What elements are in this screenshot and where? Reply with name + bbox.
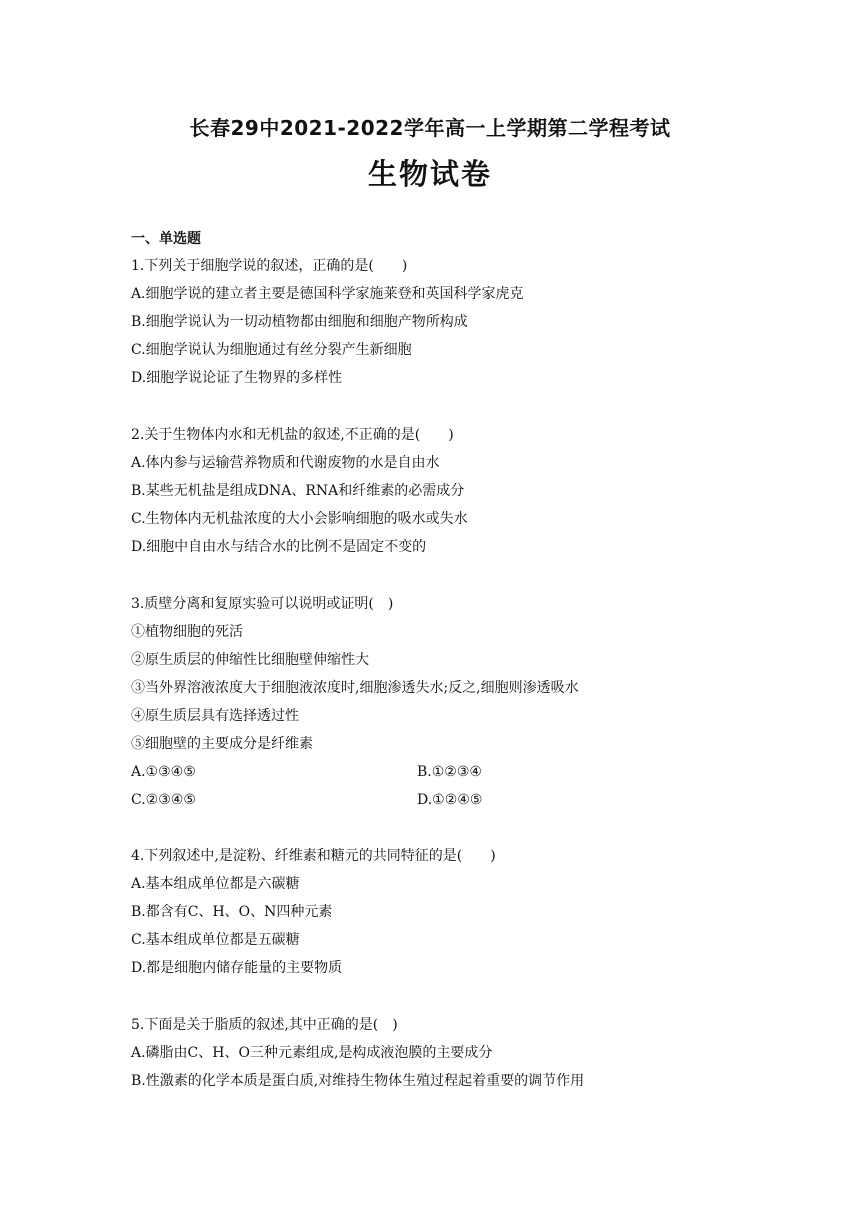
question-3-statement-3: ③当外界溶液浓度大于细胞液浓度时,细胞渗透失水;反之,细胞则渗透吸水 xyxy=(131,680,579,696)
question-5-option-a: A.磷脂由C、H、O三种元素组成,是构成液泡膜的主要成分 xyxy=(131,1045,493,1061)
question-1-option-d: D.细胞学说论证了生物界的多样性 xyxy=(131,370,343,386)
question-2-option-a: A.体内参与运输营养物质和代谢废物的水是自由水 xyxy=(131,455,440,471)
question-3-statement-4: ④原生质层具有选择透过性 xyxy=(131,708,299,724)
question-4-option-a: A.基本组成单位都是六碳糖 xyxy=(131,876,300,892)
exam-title: 长春29中2021-2022学年高一上学期第二学程考试 xyxy=(189,116,671,140)
exam-subject-title: 生物试卷 xyxy=(367,157,492,191)
question-4-option-b: B.都含有C、H、O、N四种元素 xyxy=(131,904,333,920)
question-3-statement-2: ②原生质层的伸缩性比细胞壁伸缩性大 xyxy=(131,652,369,668)
question-3-option-c: C.②③④⑤ xyxy=(131,792,196,808)
section-heading: 一、单选题 xyxy=(131,231,201,247)
question-4-option-d: D.都是细胞内储存能量的主要物质 xyxy=(131,960,343,976)
question-5-stem: 5.下面是关于脂质的叙述,其中正确的是( ) xyxy=(131,1017,398,1033)
question-3-statement-5: ⑤细胞壁的主要成分是纤维素 xyxy=(131,736,313,752)
question-1-stem: 1.下列关于细胞学说的叙述，正确的是( ) xyxy=(131,258,408,274)
question-1-option-b: B.细胞学说认为一切动植物都由细胞和细胞产物所构成 xyxy=(131,314,468,330)
question-2-stem: 2.关于生物体内水和无机盐的叙述,不正确的是( ) xyxy=(131,427,454,443)
question-2-option-c: C.生物体内无机盐浓度的大小会影响细胞的吸水或失水 xyxy=(131,511,468,527)
question-3-option-b: B.①②③④ xyxy=(417,764,482,780)
question-2-option-b: B.某些无机盐是组成DNA、RNA和纤维素的必需成分 xyxy=(131,483,465,499)
question-4-option-c: C.基本组成单位都是五碳糖 xyxy=(131,932,300,948)
question-3-stem: 3.质壁分离和复原实验可以说明或证明( ) xyxy=(131,596,394,612)
question-3-statement-1: ①植物细胞的死活 xyxy=(131,624,243,640)
question-2-option-d: D.细胞中自由水与结合水的比例不是固定不变的 xyxy=(131,539,427,555)
question-3-option-d: D.①②④⑤ xyxy=(417,792,483,808)
question-4-stem: 4.下列叙述中,是淀粉、纤维素和糖元的共同特征的是( ) xyxy=(131,848,496,864)
question-1-option-a: A.细胞学说的建立者主要是德国科学家施莱登和英国科学家虎克 xyxy=(131,286,524,302)
question-5-option-b: B.性激素的化学本质是蛋白质,对维持生物体生殖过程起着重要的调节作用 xyxy=(131,1073,585,1089)
question-3-option-a: A.①③④⑤ xyxy=(131,764,196,780)
question-1-option-c: C.细胞学说认为细胞通过有丝分裂产生新细胞 xyxy=(131,342,412,358)
